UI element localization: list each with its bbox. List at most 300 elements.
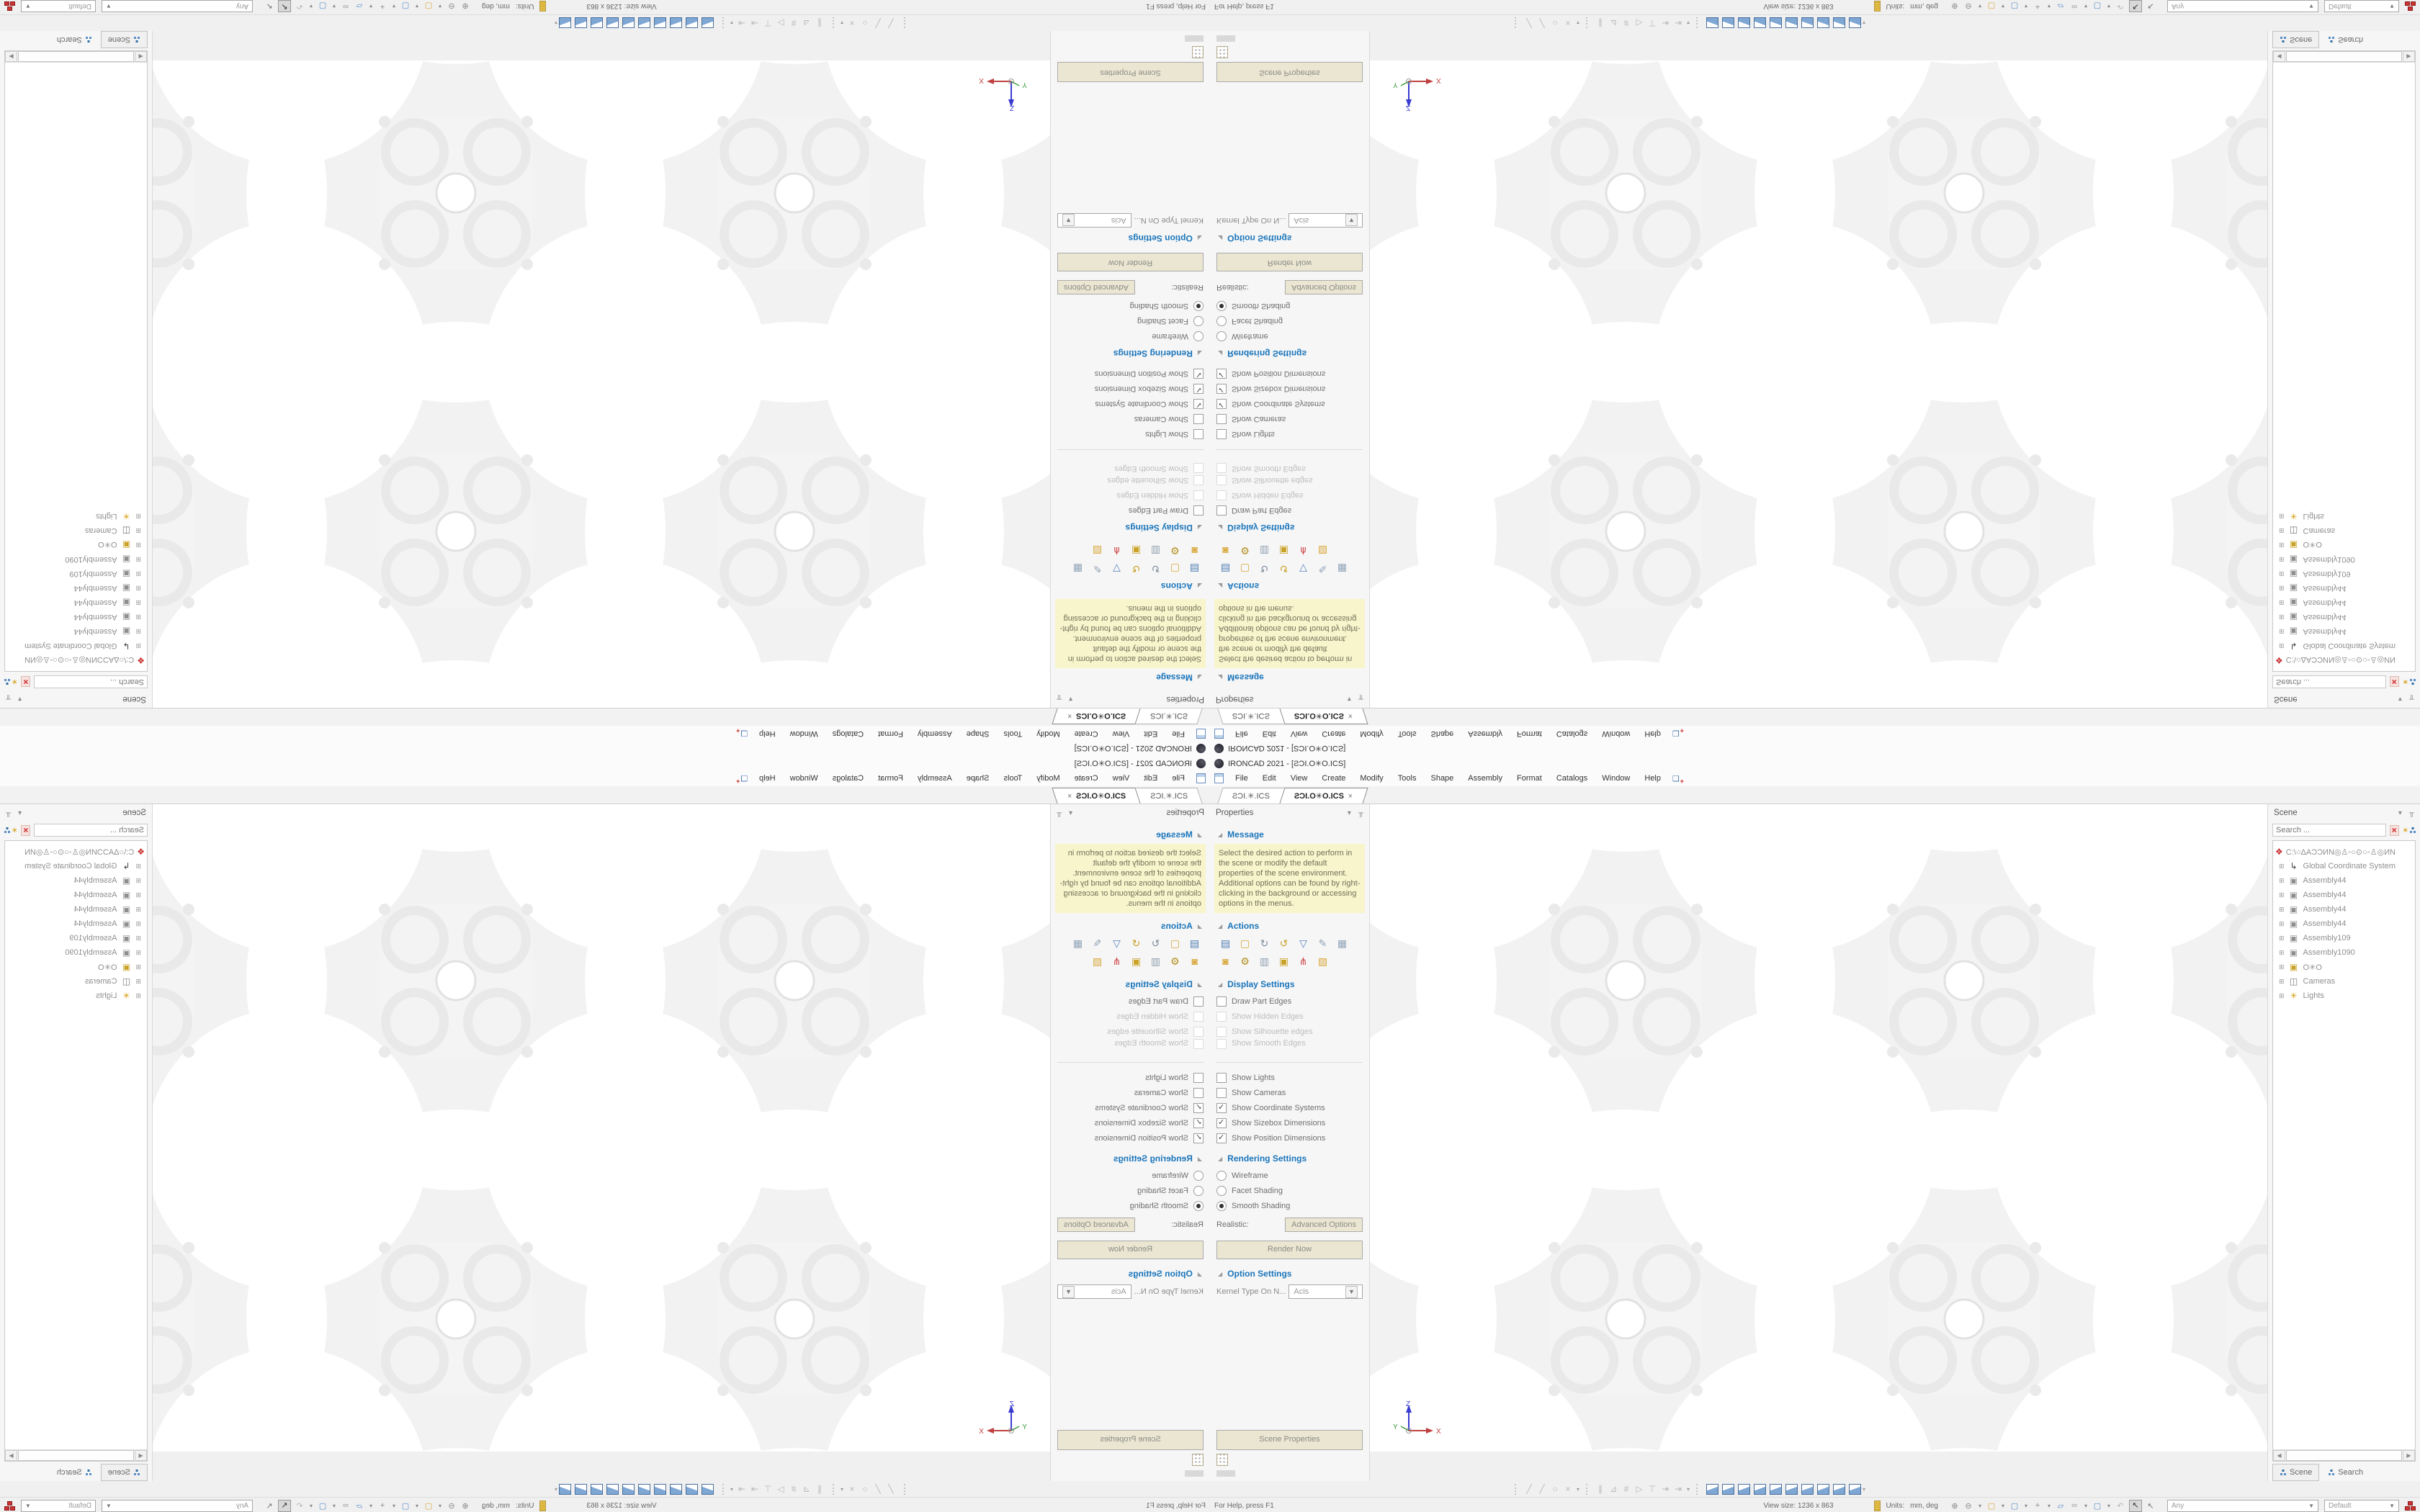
draw-tool-icon[interactable]: ○: [1552, 18, 1558, 28]
checkbox-row[interactable]: [1216, 427, 1363, 442]
scene-tree-item[interactable]: [2275, 917, 2413, 931]
scene-tree-item[interactable]: [7, 509, 145, 523]
scroll-left-icon[interactable]: ◀: [135, 1450, 147, 1461]
panel-menu-icon[interactable]: ▾: [1347, 809, 1351, 817]
checkbox[interactable]: [1216, 1073, 1227, 1083]
scene-panel-tab[interactable]: [2272, 31, 2319, 48]
menu-item[interactable]: Catalogs: [1556, 729, 1588, 738]
expand-icon[interactable]: ⊞: [2279, 963, 2285, 971]
menu-item[interactable]: Help: [759, 729, 776, 738]
scroll-right-icon[interactable]: ▶: [2403, 51, 2415, 62]
checkbox-row[interactable]: [1057, 412, 1204, 427]
menu-item[interactable]: Format: [878, 774, 904, 783]
expand-icon[interactable]: ⊞: [2279, 862, 2285, 870]
action-icon[interactable]: ◙: [1222, 955, 1229, 967]
status-icon[interactable]: ▱: [2057, 1, 2064, 11]
snap-tool-icon[interactable]: #: [1623, 18, 1629, 28]
action-icon[interactable]: ▧: [1317, 545, 1328, 557]
chevron-down-icon[interactable]: ▼: [2389, 1502, 2395, 1509]
menu-item[interactable]: View: [1112, 729, 1130, 738]
scene-tree-item[interactable]: [7, 567, 145, 581]
selection-filter-select[interactable]: [102, 1, 253, 13]
view-cube-icon[interactable]: [1738, 1484, 1750, 1495]
scene-tree-item[interactable]: [7, 960, 145, 974]
checkbox-row[interactable]: [1057, 397, 1204, 412]
scroll-right-icon[interactable]: ▶: [5, 51, 17, 62]
action-icon[interactable]: ⚙: [1170, 545, 1180, 557]
menu-item[interactable]: Create: [1322, 729, 1346, 738]
status-icon[interactable]: ∞: [343, 2, 349, 11]
action-icon[interactable]: ▢: [1170, 563, 1180, 575]
menu-item[interactable]: Shape: [1430, 774, 1454, 783]
scene-properties-button[interactable]: Scene Properties: [1057, 1430, 1204, 1450]
scene-tree-root[interactable]: [2275, 653, 2413, 667]
view-cube-icon[interactable]: [607, 1484, 619, 1495]
radio-row[interactable]: [1216, 1183, 1363, 1198]
status-icon[interactable]: ▾: [439, 1502, 442, 1509]
chevron-down-icon[interactable]: ▼: [2308, 1502, 2314, 1509]
chevron-down-icon[interactable]: ▼: [1062, 1286, 1075, 1298]
status-icon[interactable]: ▾: [2084, 3, 2087, 10]
expand-icon[interactable]: ⊞: [2279, 642, 2285, 650]
expand-icon[interactable]: ⊞: [135, 905, 141, 913]
expand-icon[interactable]: ⊞: [135, 541, 141, 549]
radio-button[interactable]: [1216, 317, 1227, 327]
checkbox-row[interactable]: [1057, 382, 1204, 397]
dropdown-icon[interactable]: ▾: [554, 19, 557, 27]
render-now-button[interactable]: Render Now: [1057, 253, 1204, 271]
status-icon[interactable]: ↖: [2147, 1501, 2154, 1511]
collapse-icon[interactable]: ◢: [1218, 350, 1223, 357]
scene-panel-tab[interactable]: [2272, 1464, 2319, 1481]
panel-pin-icon[interactable]: ╥: [2408, 809, 2414, 817]
status-icon[interactable]: ⊖: [1965, 1, 1972, 11]
expand-icon[interactable]: ⊞: [2279, 613, 2285, 621]
action-icon[interactable]: ▢: [1240, 563, 1250, 575]
checkbox-row[interactable]: [1057, 1085, 1204, 1100]
status-icon[interactable]: ▾: [416, 3, 419, 10]
expand-icon[interactable]: ⊞: [2279, 599, 2285, 607]
scene-tree-item[interactable]: [7, 974, 145, 989]
search-filter-icon[interactable]: ∗: [2403, 827, 2416, 834]
checkbox[interactable]: [1193, 1039, 1204, 1049]
horizontal-scrollbar[interactable]: [2273, 51, 2415, 63]
draw-tool-icon[interactable]: ╱: [1539, 18, 1545, 28]
horizontal-scrollbar[interactable]: [5, 51, 147, 63]
status-icon[interactable]: ▾: [393, 1502, 396, 1509]
scene-panel-header[interactable]: [2272, 690, 2416, 708]
collapse-icon[interactable]: ◢: [1197, 674, 1202, 681]
config-select[interactable]: [2324, 1500, 2399, 1512]
snap-tool-icon[interactable]: ⊤: [763, 1484, 772, 1494]
selection-filter-select[interactable]: [2167, 1, 2318, 13]
checkbox-row[interactable]: [1057, 994, 1204, 1009]
action-icon[interactable]: ▢: [1170, 937, 1180, 949]
action-icon[interactable]: ↺: [1131, 563, 1141, 575]
view-cube-icon[interactable]: [671, 1484, 683, 1495]
status-icon[interactable]: ↶: [2117, 1501, 2124, 1511]
action-icon[interactable]: ▣: [1278, 955, 1289, 967]
snap-tool-icon[interactable]: ⇥: [750, 18, 759, 28]
checkbox-row[interactable]: [1057, 366, 1204, 382]
properties-panel-header[interactable]: [1210, 690, 1369, 708]
scrollbar-thumb[interactable]: [2286, 51, 2402, 62]
checkbox-row[interactable]: [1057, 1070, 1204, 1085]
action-icon[interactable]: ⋔: [1112, 545, 1121, 557]
scene-tree-item[interactable]: [7, 624, 145, 639]
document-tab[interactable]: [1279, 708, 1368, 724]
checkbox-row[interactable]: [1216, 503, 1363, 518]
section-header-actions[interactable]: ◢ Actions: [1160, 581, 1202, 591]
checkbox[interactable]: [1216, 1103, 1227, 1113]
scene-tree-item[interactable]: [2275, 945, 2413, 960]
scene-tree-item[interactable]: [2275, 960, 2413, 974]
checkbox[interactable]: [1193, 1103, 1204, 1113]
action-icon[interactable]: ▤: [1220, 563, 1231, 575]
menu-item[interactable]: Format: [878, 729, 904, 738]
scene-tree-item[interactable]: [2275, 567, 2413, 581]
radio-row[interactable]: [1057, 314, 1204, 329]
status-icon[interactable]: ▱: [2057, 1501, 2064, 1511]
radio-button[interactable]: [1193, 1201, 1204, 1211]
add-cube-icon[interactable]: ❑ +: [1672, 774, 1684, 785]
expand-icon[interactable]: ⊞: [135, 977, 141, 985]
section-header-options[interactable]: ◢ Option Settings: [1218, 1269, 1292, 1279]
checkbox[interactable]: [1216, 1088, 1227, 1098]
view-cube-icon[interactable]: [1849, 1484, 1861, 1495]
toolbar-grip[interactable]: [720, 1484, 724, 1495]
checkbox-row[interactable]: [1216, 397, 1363, 412]
menu-item[interactable]: File: [1235, 729, 1248, 738]
action-icon[interactable]: ⚙: [1240, 955, 1250, 967]
chevron-down-icon[interactable]: ▼: [1062, 215, 1075, 227]
status-icon[interactable]: ▢: [2093, 1501, 2102, 1511]
collapse-icon[interactable]: ◢: [1218, 524, 1223, 531]
model-viewport[interactable]: [153, 31, 1050, 708]
panel-grip-icon[interactable]: [1192, 1454, 1204, 1466]
checkbox[interactable]: [1193, 491, 1204, 501]
menu-item[interactable]: Modify: [1360, 774, 1384, 783]
expand-icon[interactable]: ⊞: [2279, 977, 2285, 985]
search-input[interactable]: [2272, 675, 2386, 688]
draw-tool-icon[interactable]: ▾: [841, 19, 844, 27]
snap-tool-icon[interactable]: ⊿: [1609, 18, 1618, 28]
action-icon[interactable]: ▽: [1113, 937, 1121, 949]
menu-item[interactable]: Edit: [1262, 774, 1276, 783]
toolbar-grip[interactable]: [830, 18, 834, 29]
scrollbar-thumb[interactable]: [18, 51, 134, 62]
advanced-options-button[interactable]: Advanced Options: [1285, 280, 1363, 294]
section-header-display[interactable]: ◢ Display Settings: [1218, 979, 1295, 989]
status-icon[interactable]: ∞: [2071, 1501, 2077, 1510]
section-header-options[interactable]: ◢ Option Settings: [1128, 233, 1202, 243]
chevron-down-icon[interactable]: ▼: [25, 3, 31, 10]
view-cube-icon[interactable]: [1785, 18, 1798, 29]
expand-icon[interactable]: ⊞: [2279, 513, 2285, 521]
radio-button[interactable]: [1216, 1186, 1227, 1196]
menu-item[interactable]: Catalogs: [832, 729, 864, 738]
menu-item[interactable]: Modify: [1036, 729, 1060, 738]
view-cube-icon[interactable]: [623, 18, 635, 29]
config-select[interactable]: [21, 1500, 96, 1512]
collapse-icon[interactable]: ◢: [1197, 981, 1202, 988]
checkbox-row[interactable]: [1216, 366, 1363, 382]
view-cube-icon[interactable]: [686, 18, 699, 29]
view-cube-icon[interactable]: [607, 18, 619, 29]
search-input[interactable]: [2272, 824, 2386, 837]
snap-tool-icon[interactable]: ⊤: [1648, 18, 1657, 28]
panel-grip-bar[interactable]: [1185, 35, 1204, 42]
chevron-down-icon[interactable]: ▼: [106, 1502, 112, 1509]
panel-grip-bar[interactable]: [1185, 1470, 1204, 1477]
selection-filter-select[interactable]: [102, 1500, 253, 1512]
action-icon[interactable]: ✎: [1093, 937, 1102, 949]
action-icon[interactable]: ▥: [1150, 545, 1161, 557]
scene-panel-tab[interactable]: [101, 1464, 148, 1481]
draw-tool-icon[interactable]: ╱: [888, 18, 894, 28]
action-icon[interactable]: ▦: [1072, 937, 1083, 949]
menu-item[interactable]: View: [1290, 729, 1308, 738]
scene-tree-item[interactable]: [2275, 509, 2413, 523]
document-tab[interactable]: [1052, 708, 1141, 724]
scroll-right-icon[interactable]: ▶: [2403, 1450, 2415, 1461]
draw-tool-icon[interactable]: ╱: [1526, 1484, 1532, 1494]
checkbox[interactable]: [1216, 369, 1227, 379]
panel-grip-icon[interactable]: [1216, 1454, 1228, 1466]
ruler-icon[interactable]: [1874, 1, 1881, 12]
dropdown-icon[interactable]: ▾: [1863, 1485, 1866, 1493]
status-icon[interactable]: ▾: [2001, 1502, 2004, 1509]
section-header-display[interactable]: ◢ Display Settings: [1125, 523, 1202, 533]
clear-search-icon[interactable]: ×: [21, 677, 30, 688]
section-header-actions[interactable]: ◢ Actions: [1218, 921, 1260, 931]
expand-icon[interactable]: ⊞: [135, 628, 141, 636]
add-cube-icon[interactable]: ❑ +: [736, 774, 748, 785]
menu-item[interactable]: Catalogs: [832, 774, 864, 783]
kernel-type-select[interactable]: [1289, 213, 1363, 228]
render-now-button[interactable]: Render Now: [1216, 1241, 1363, 1259]
status-icon[interactable]: ▾: [1978, 1502, 1981, 1509]
tab-close-icon[interactable]: ×: [1348, 791, 1353, 801]
snap-tool-icon[interactable]: ⇥: [1661, 18, 1670, 28]
menu-item[interactable]: Assembly: [1468, 729, 1502, 738]
config-select[interactable]: [21, 1, 96, 13]
menu-item[interactable]: View: [1112, 774, 1130, 783]
section-header-message[interactable]: ◢ Message: [1156, 672, 1202, 683]
ruler-icon[interactable]: [1874, 1500, 1881, 1511]
checkbox-row[interactable]: [1216, 412, 1363, 427]
view-cube-icon[interactable]: [686, 1484, 699, 1495]
action-icon[interactable]: ▧: [1092, 545, 1103, 557]
draw-tool-icon[interactable]: ×: [849, 1484, 855, 1494]
menu-item[interactable]: Edit: [1262, 729, 1276, 738]
radio-row[interactable]: [1057, 299, 1204, 314]
radio-button[interactable]: [1216, 1171, 1227, 1181]
add-cube-icon[interactable]: ❑ +: [1672, 727, 1684, 738]
snap-tool-icon[interactable]: ▾: [730, 19, 734, 27]
scroll-left-icon[interactable]: ◀: [135, 51, 147, 62]
checkbox-row[interactable]: [1216, 1085, 1363, 1100]
checkbox[interactable]: [1216, 384, 1227, 395]
scene-properties-button[interactable]: Scene Properties: [1216, 1430, 1363, 1450]
expand-icon[interactable]: ⊞: [135, 948, 141, 956]
view-cube-icon[interactable]: [1849, 18, 1861, 29]
action-icon[interactable]: ▦: [1337, 563, 1348, 575]
checkbox[interactable]: [1216, 415, 1227, 425]
dropdown-icon[interactable]: ▾: [554, 1485, 557, 1493]
scene-tree-item[interactable]: [7, 888, 145, 902]
checkbox[interactable]: [1216, 400, 1227, 410]
menu-item[interactable]: Window: [789, 774, 818, 783]
checkbox[interactable]: [1193, 463, 1204, 473]
collapse-icon[interactable]: ◢: [1197, 1155, 1202, 1162]
expand-icon[interactable]: ⊞: [135, 862, 141, 870]
action-icon[interactable]: ▢: [1240, 937, 1250, 949]
checkbox[interactable]: [1193, 1088, 1204, 1098]
action-icon[interactable]: ◙: [1222, 545, 1229, 557]
status-icon[interactable]: ↖: [278, 1500, 291, 1512]
checkbox[interactable]: [1216, 1012, 1227, 1022]
menu-item[interactable]: Assembly: [918, 774, 952, 783]
status-icon[interactable]: ↶: [296, 1501, 303, 1511]
expand-icon[interactable]: ⊞: [135, 527, 141, 535]
menu-item[interactable]: Modify: [1360, 729, 1384, 738]
model-viewport[interactable]: [1370, 31, 2267, 708]
checkbox-row[interactable]: [1216, 1130, 1363, 1146]
scene-tree-item[interactable]: [2275, 989, 2413, 1003]
menu-item[interactable]: View: [1290, 774, 1308, 783]
status-icon[interactable]: +: [2035, 2, 2040, 11]
scene-tree-item[interactable]: [7, 989, 145, 1003]
menu-item[interactable]: Help: [759, 774, 776, 783]
status-icon[interactable]: ⊕: [462, 1, 469, 11]
expand-icon[interactable]: ⊞: [2279, 585, 2285, 593]
checkbox[interactable]: [1216, 1039, 1227, 1049]
action-icon[interactable]: ✎: [1318, 937, 1327, 949]
status-icon[interactable]: ↖: [266, 1501, 273, 1511]
view-cube-icon[interactable]: [702, 1484, 714, 1495]
collapse-icon[interactable]: ◢: [1218, 922, 1223, 930]
action-icon[interactable]: ↺: [1279, 937, 1289, 949]
action-icon[interactable]: ▣: [1131, 955, 1142, 967]
view-cube-icon[interactable]: [1706, 1484, 1718, 1495]
search-filter-icon[interactable]: ∗: [4, 678, 17, 686]
status-icon[interactable]: ▾: [1978, 3, 1981, 10]
checkbox-row[interactable]: [1216, 449, 1363, 473]
panel-pin-icon[interactable]: ╥: [1358, 809, 1363, 817]
action-icon[interactable]: ▥: [1259, 955, 1270, 967]
checkbox-row[interactable]: [1057, 427, 1204, 442]
menu-item[interactable]: Assembly: [1468, 774, 1502, 783]
scene-tree-item[interactable]: [2275, 902, 2413, 917]
advanced-options-button[interactable]: Advanced Options: [1057, 280, 1135, 294]
checkbox[interactable]: [1193, 400, 1204, 410]
action-icon[interactable]: ▣: [1278, 545, 1289, 557]
status-icon[interactable]: ⊕: [1951, 1501, 1958, 1511]
action-icon[interactable]: ✎: [1318, 563, 1327, 575]
menu-item[interactable]: Help: [1644, 774, 1661, 783]
panel-menu-icon[interactable]: ▾: [2398, 809, 2402, 817]
scene-tree-item[interactable]: [2275, 552, 2413, 567]
view-cube-icon[interactable]: [1801, 1484, 1814, 1495]
action-icon[interactable]: ▽: [1299, 563, 1307, 575]
action-icon[interactable]: ↺: [1279, 563, 1289, 575]
collapse-icon[interactable]: ◢: [1197, 350, 1202, 357]
snap-tool-icon[interactable]: ⇥: [738, 1484, 746, 1494]
snap-tool-icon[interactable]: ▾: [1686, 19, 1690, 27]
checkbox[interactable]: [1193, 1118, 1204, 1128]
view-cube-icon[interactable]: [1833, 1484, 1845, 1495]
status-icon[interactable]: ▾: [2001, 3, 2004, 10]
status-icon[interactable]: ⊖: [448, 1501, 455, 1511]
scene-tree-item[interactable]: [7, 538, 145, 552]
chevron-down-icon[interactable]: ▼: [1345, 215, 1358, 227]
draw-tool-icon[interactable]: ╱: [1526, 18, 1532, 28]
expand-icon[interactable]: ⊞: [135, 613, 141, 621]
collapse-icon[interactable]: ◢: [1218, 981, 1223, 988]
action-icon[interactable]: ▥: [1259, 545, 1270, 557]
status-icon[interactable]: ▾: [416, 1502, 419, 1509]
checkbox[interactable]: [1216, 430, 1227, 440]
add-cube-icon[interactable]: ❑ +: [736, 727, 748, 738]
scene-tree-item[interactable]: [7, 873, 145, 888]
section-header-display[interactable]: ◢ Display Settings: [1218, 523, 1295, 533]
radio-button[interactable]: [1193, 332, 1204, 342]
section-header-options[interactable]: ◢ Option Settings: [1128, 1269, 1202, 1279]
collapse-icon[interactable]: ◢: [1218, 831, 1223, 838]
radio-row[interactable]: [1216, 1168, 1363, 1183]
scrollbar-thumb[interactable]: [18, 1450, 134, 1461]
scene-tree-item[interactable]: [7, 552, 145, 567]
panel-menu-icon[interactable]: ▾: [1069, 695, 1073, 703]
document-icon[interactable]: [1214, 729, 1224, 739]
status-icon[interactable]: ⊕: [1951, 1, 1958, 11]
scene-panel-tab[interactable]: [101, 31, 148, 48]
chevron-down-icon[interactable]: ▼: [1345, 1286, 1358, 1298]
checkbox-row[interactable]: [1216, 1009, 1363, 1024]
expand-icon[interactable]: ⊞: [2279, 628, 2285, 636]
advanced-options-button[interactable]: Advanced Options: [1285, 1218, 1363, 1232]
menu-item[interactable]: Create: [1322, 774, 1346, 783]
properties-panel-header[interactable]: [1051, 690, 1210, 708]
expand-icon[interactable]: ⊞: [2279, 876, 2285, 884]
view-cube-icon[interactable]: [671, 18, 683, 29]
menu-item[interactable]: Modify: [1036, 774, 1060, 783]
checkbox-row[interactable]: [1216, 473, 1363, 488]
scene-tree-item[interactable]: [2275, 595, 2413, 610]
draw-tool-icon[interactable]: ╱: [1539, 1484, 1545, 1494]
radio-button[interactable]: [1193, 302, 1204, 312]
status-icon[interactable]: ▱: [356, 1501, 363, 1511]
clear-search-icon[interactable]: ×: [2390, 825, 2399, 836]
status-icon[interactable]: ▢: [1987, 1, 1996, 11]
status-icon[interactable]: ▢: [1987, 1501, 1996, 1511]
collapse-icon[interactable]: ◢: [1218, 1155, 1223, 1162]
draw-tool-icon[interactable]: ▾: [1576, 19, 1579, 27]
view-cube-icon[interactable]: [1738, 18, 1750, 29]
menu-item[interactable]: Tools: [1397, 729, 1417, 738]
scene-tree-root[interactable]: [2275, 845, 2413, 859]
radio-row[interactable]: [1057, 1183, 1204, 1198]
checkbox-row[interactable]: [1057, 1024, 1204, 1039]
radio-row[interactable]: [1057, 1168, 1204, 1183]
clear-search-icon[interactable]: ×: [21, 825, 30, 836]
checkbox[interactable]: [1216, 1118, 1227, 1128]
scene-tree-item[interactable]: [7, 945, 145, 960]
checkbox[interactable]: [1193, 996, 1204, 1007]
section-header-display[interactable]: ◢ Display Settings: [1125, 979, 1202, 989]
scroll-right-icon[interactable]: ▶: [5, 1450, 17, 1461]
